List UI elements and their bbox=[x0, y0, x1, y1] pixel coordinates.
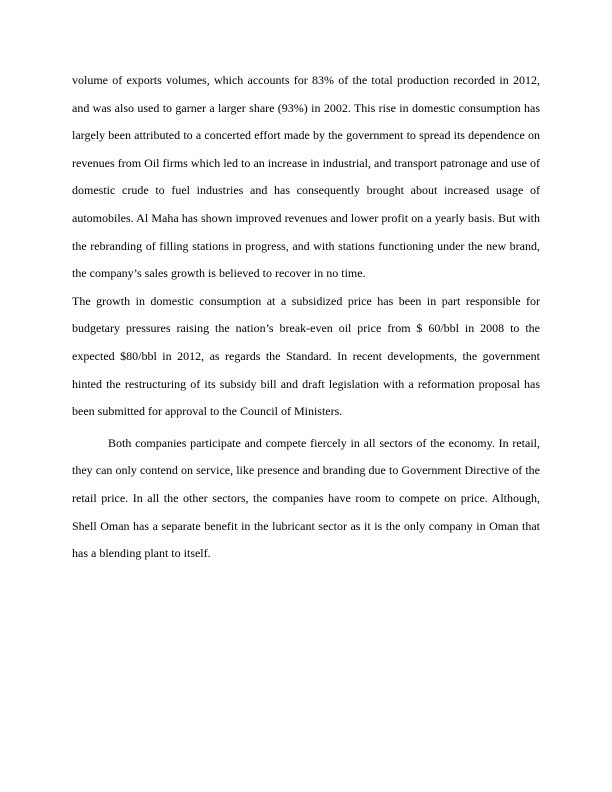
paragraph-subsidized-consumption: The growth in domestic consumption at a subsidized price has been in part responsible for budgetary pressures raising the nation’s break-even oil price from $ 60/bbl in 2008 to the expected $80/bbl in 2012, as regards the Standard. In recent developments, the government hinted the restructuring of its subsidy bill and draft legislation with a reformation proposal has been submitted for approval to the Council of Ministers. bbox=[72, 293, 540, 419]
paragraph-competition: Both companies participate and compete fiercely in all sectors of the economy. In retail, they can only contend on service, like presence and branding due to Government Directive of the retail price. In all the other sectors, the companies have room to compete on price. Although, Shell Oman has a separate benefit in the lubricant sector as it is the only company in Oman that has a blending plant to itself. bbox=[72, 435, 540, 561]
paragraph-continued: volume of exports volumes, which accounts for 83% of the total production recorded in 2012, and was also used to garner a larger share (93%) in 2002. This rise in domestic consumption has largely been attributed to a concerted effort made by the government to spread its dependence on revenues from Oil firms which led to an increase in industrial, and transport patronage and use of domestic crude to fuel industries and has consequently brought about increased usage of automobiles. Al Maha has shown improved revenues and lower profit on a yearly basis. But with the rebranding of filling stations in progress, and with stations functioning under the new brand, the company’s sales growth is believed to recover in no time. bbox=[72, 73, 540, 281]
body-text bbox=[72, 67, 540, 568]
